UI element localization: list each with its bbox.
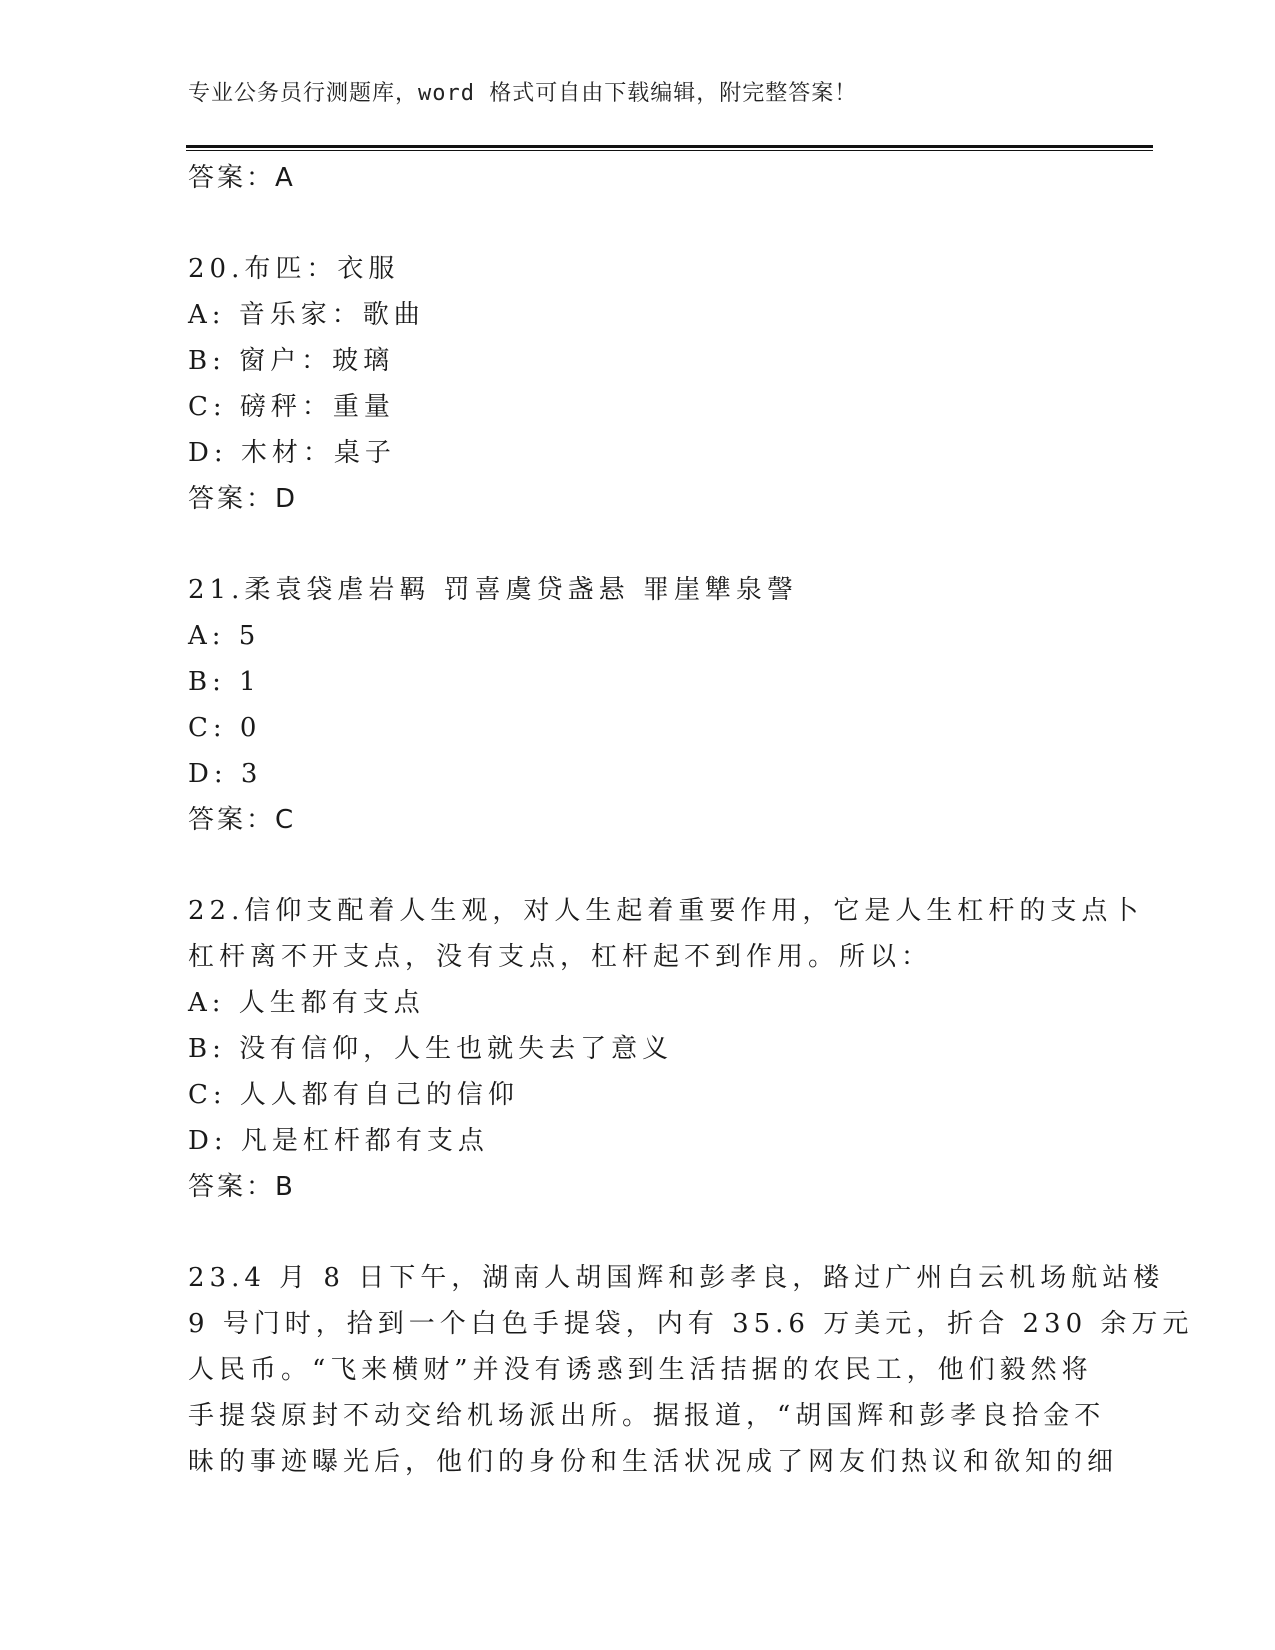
header-rule-thin	[186, 150, 1153, 151]
question-option: C: 0	[188, 713, 262, 743]
question-option: D: 凡是杠杆都有支点	[188, 1126, 489, 1156]
question-item	[188, 888, 1144, 1210]
question-option: B: 1	[188, 667, 261, 697]
question-list	[188, 155, 1194, 1485]
question-stem: 手提袋原封不动交给机场派出所。据报道，“胡国辉和彭孝良拾金不	[188, 1401, 1106, 1431]
answer-line: 答案：B	[188, 1172, 296, 1202]
question-stem: 23.4 月 8 日下午，湖南人胡国辉和彭孝良，路过广州白云机场航站楼	[188, 1263, 1165, 1293]
question-stem: 22.信仰支配着人生观，对人生起着重要作用，它是人生杠杆的支点卜	[188, 896, 1144, 926]
question-stem: 杠杆离不开支点，没有支点，杠杆起不到作用。所以：	[188, 942, 933, 972]
question-stem: 20.布匹：衣服	[188, 254, 400, 284]
block-gap	[188, 843, 1088, 888]
answer-line: 答案：A	[188, 163, 296, 193]
block-gap	[188, 522, 1088, 567]
question-option: B: 没有信仰，人生也就失去了意义	[188, 1034, 674, 1064]
question-stem: 9 号门时，拾到一个白色手提袋，内有 35.6 万美元，折合 230 余万元	[188, 1309, 1194, 1339]
block-gap	[188, 1210, 1088, 1255]
question-item	[188, 1255, 1194, 1485]
question-option: C: 人人都有自己的信仰	[188, 1080, 519, 1110]
question-option: C: 磅秤：重量	[188, 392, 395, 422]
question-option: D: 木材：桌子	[188, 438, 396, 468]
question-option: B: 窗户：玻璃	[188, 346, 395, 376]
question-item	[188, 246, 1088, 522]
question-stem: 人民币。“飞来横财”并没有诱惑到生活拮据的农民工，他们毅然将	[188, 1355, 1093, 1385]
question-option: A: 人生都有支点	[188, 988, 425, 1018]
answer-line: 答案：C	[188, 805, 297, 835]
answer-line: 答案：D	[188, 484, 299, 514]
block-gap	[188, 201, 1088, 246]
question-option: A: 5	[188, 621, 261, 651]
question-option: A: 音乐家：歌曲	[188, 300, 425, 330]
page-header: 专业公务员行测题库，word 格式可自由下载编辑，附完整答案！	[188, 81, 858, 106]
question-stem: 昧的事迹曝光后，他们的身份和生活状况成了网友们热议和欲知的细	[188, 1447, 1119, 1477]
header-rule-thick	[186, 145, 1153, 148]
question-item	[188, 567, 1088, 843]
question-option: D: 3	[188, 759, 263, 789]
question-stem: 21.柔袁袋虐岩羁 罚喜虞贷盏悬 罪崖犨泉謦	[188, 575, 798, 605]
